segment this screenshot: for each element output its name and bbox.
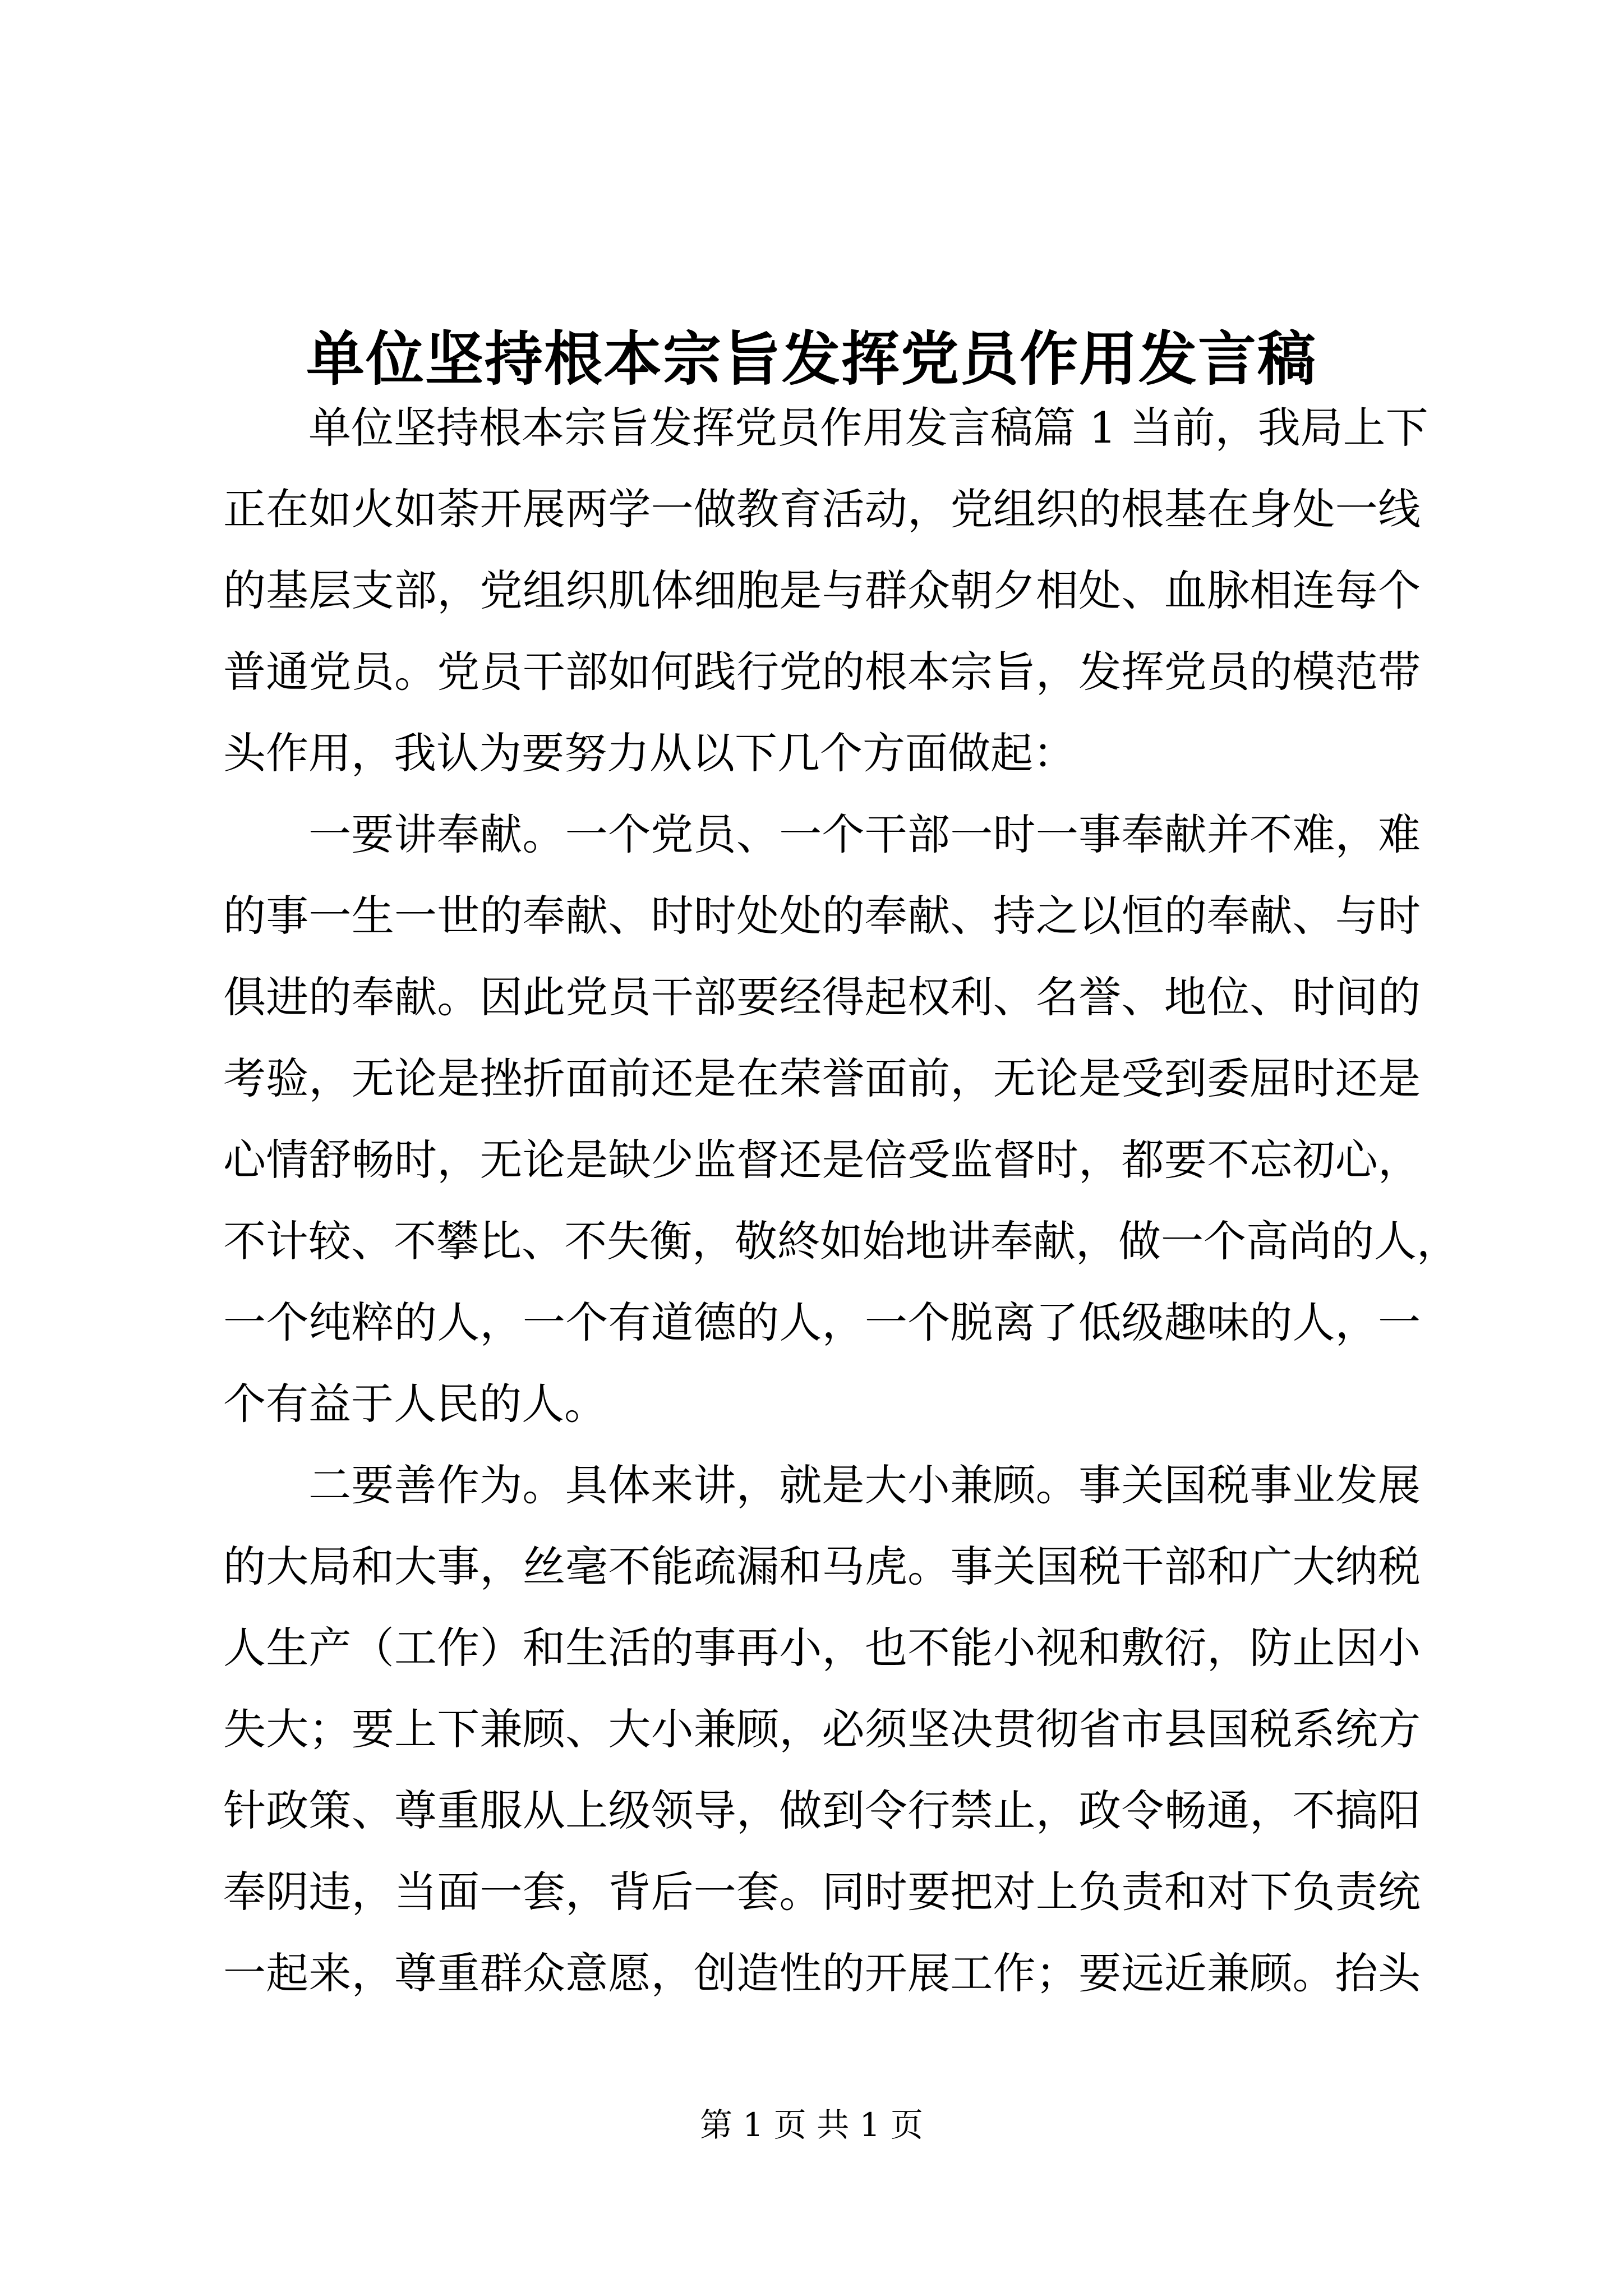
page-footer: 第 1 页 共 1 页 [700,2106,923,2144]
paragraph-line: 奉阴违，当面一套，背后一套。同时要把对上负责和对下负责统 [223,1867,1421,1917]
paragraph-line: 一要讲奉献。一个党员、一个干部一时一事奉献并不难，难 [308,809,1421,859]
paragraph-1 [223,387,1428,794]
paragraph-line: 的基层支部，党组织肌体细胞是与群众朝夕相处、血脉相连每个 [223,565,1421,615]
paragraph-line: 一起来，尊重群众意愿，创造性的开展工作；要远近兼顾。抬头 [223,1948,1421,1998]
paragraph-line: 单位坚持根本宗旨发挥党员作用发言稿篇 1 当前，我局上下 [308,403,1428,453]
paragraph-line: 的大局和大事，丝毫不能疏漏和马虎。事关国税干部和广大纳税 [223,1542,1421,1591]
document-title: 单位坚持根本宗旨发挥党员作用发言稿 [306,324,1317,393]
paragraph-2 [223,794,1459,1444]
paragraph-line: 考验，无论是挫折面前还是在荣誉面前，无论是受到委屈时还是 [223,1053,1421,1103]
paragraph-line: 失大；要上下兼顾、大小兼顾，必须坚决贯彻省市县国税系统方 [223,1704,1421,1754]
paragraph-line: 正在如火如荼开展两学一做教育活动，党组织的根基在身处一线 [223,484,1421,534]
paragraph-line: 个有益于人民的人。 [223,1379,607,1429]
paragraph-line: 普通党员。党员干部如何践行党的根本宗旨，发挥党员的模范带 [223,647,1421,697]
paragraph-line: 的事一生一世的奉献、时时处处的奉献、持之以恒的奉献、与时 [223,891,1421,941]
paragraph-line: 头作用，我认为要努力从以下几个方面做起： [223,728,1076,778]
paragraph-line: 俱进的奉献。因此党员干部要经得起权利、名誉、地位、时间的 [223,972,1421,1022]
paragraph-3 [223,1444,1421,2014]
paragraph-line: 不计较、不攀比、不失衡，敬終如始地讲奉献，做一个高尚的人， [223,1216,1459,1266]
paragraph-line: 二要善作为。具体来讲，就是大小兼顾。事关国税事业发展 [308,1460,1421,1510]
paragraph-line: 一个纯粹的人，一个有道德的人，一个脱离了低级趣味的人，一 [223,1297,1421,1347]
paragraph-line: 针政策、尊重服从上级领导，做到令行禁止，政令畅通，不搞阳 [223,1786,1421,1835]
paragraph-line: 心情舒畅时，无论是缺少监督还是倍受监督时，都要不忘初心， [223,1135,1421,1185]
paragraph-line: 人生产（工作）和生活的事再小，也不能小视和敷衍，防止因小 [223,1623,1421,1673]
document-body [223,387,1459,2014]
